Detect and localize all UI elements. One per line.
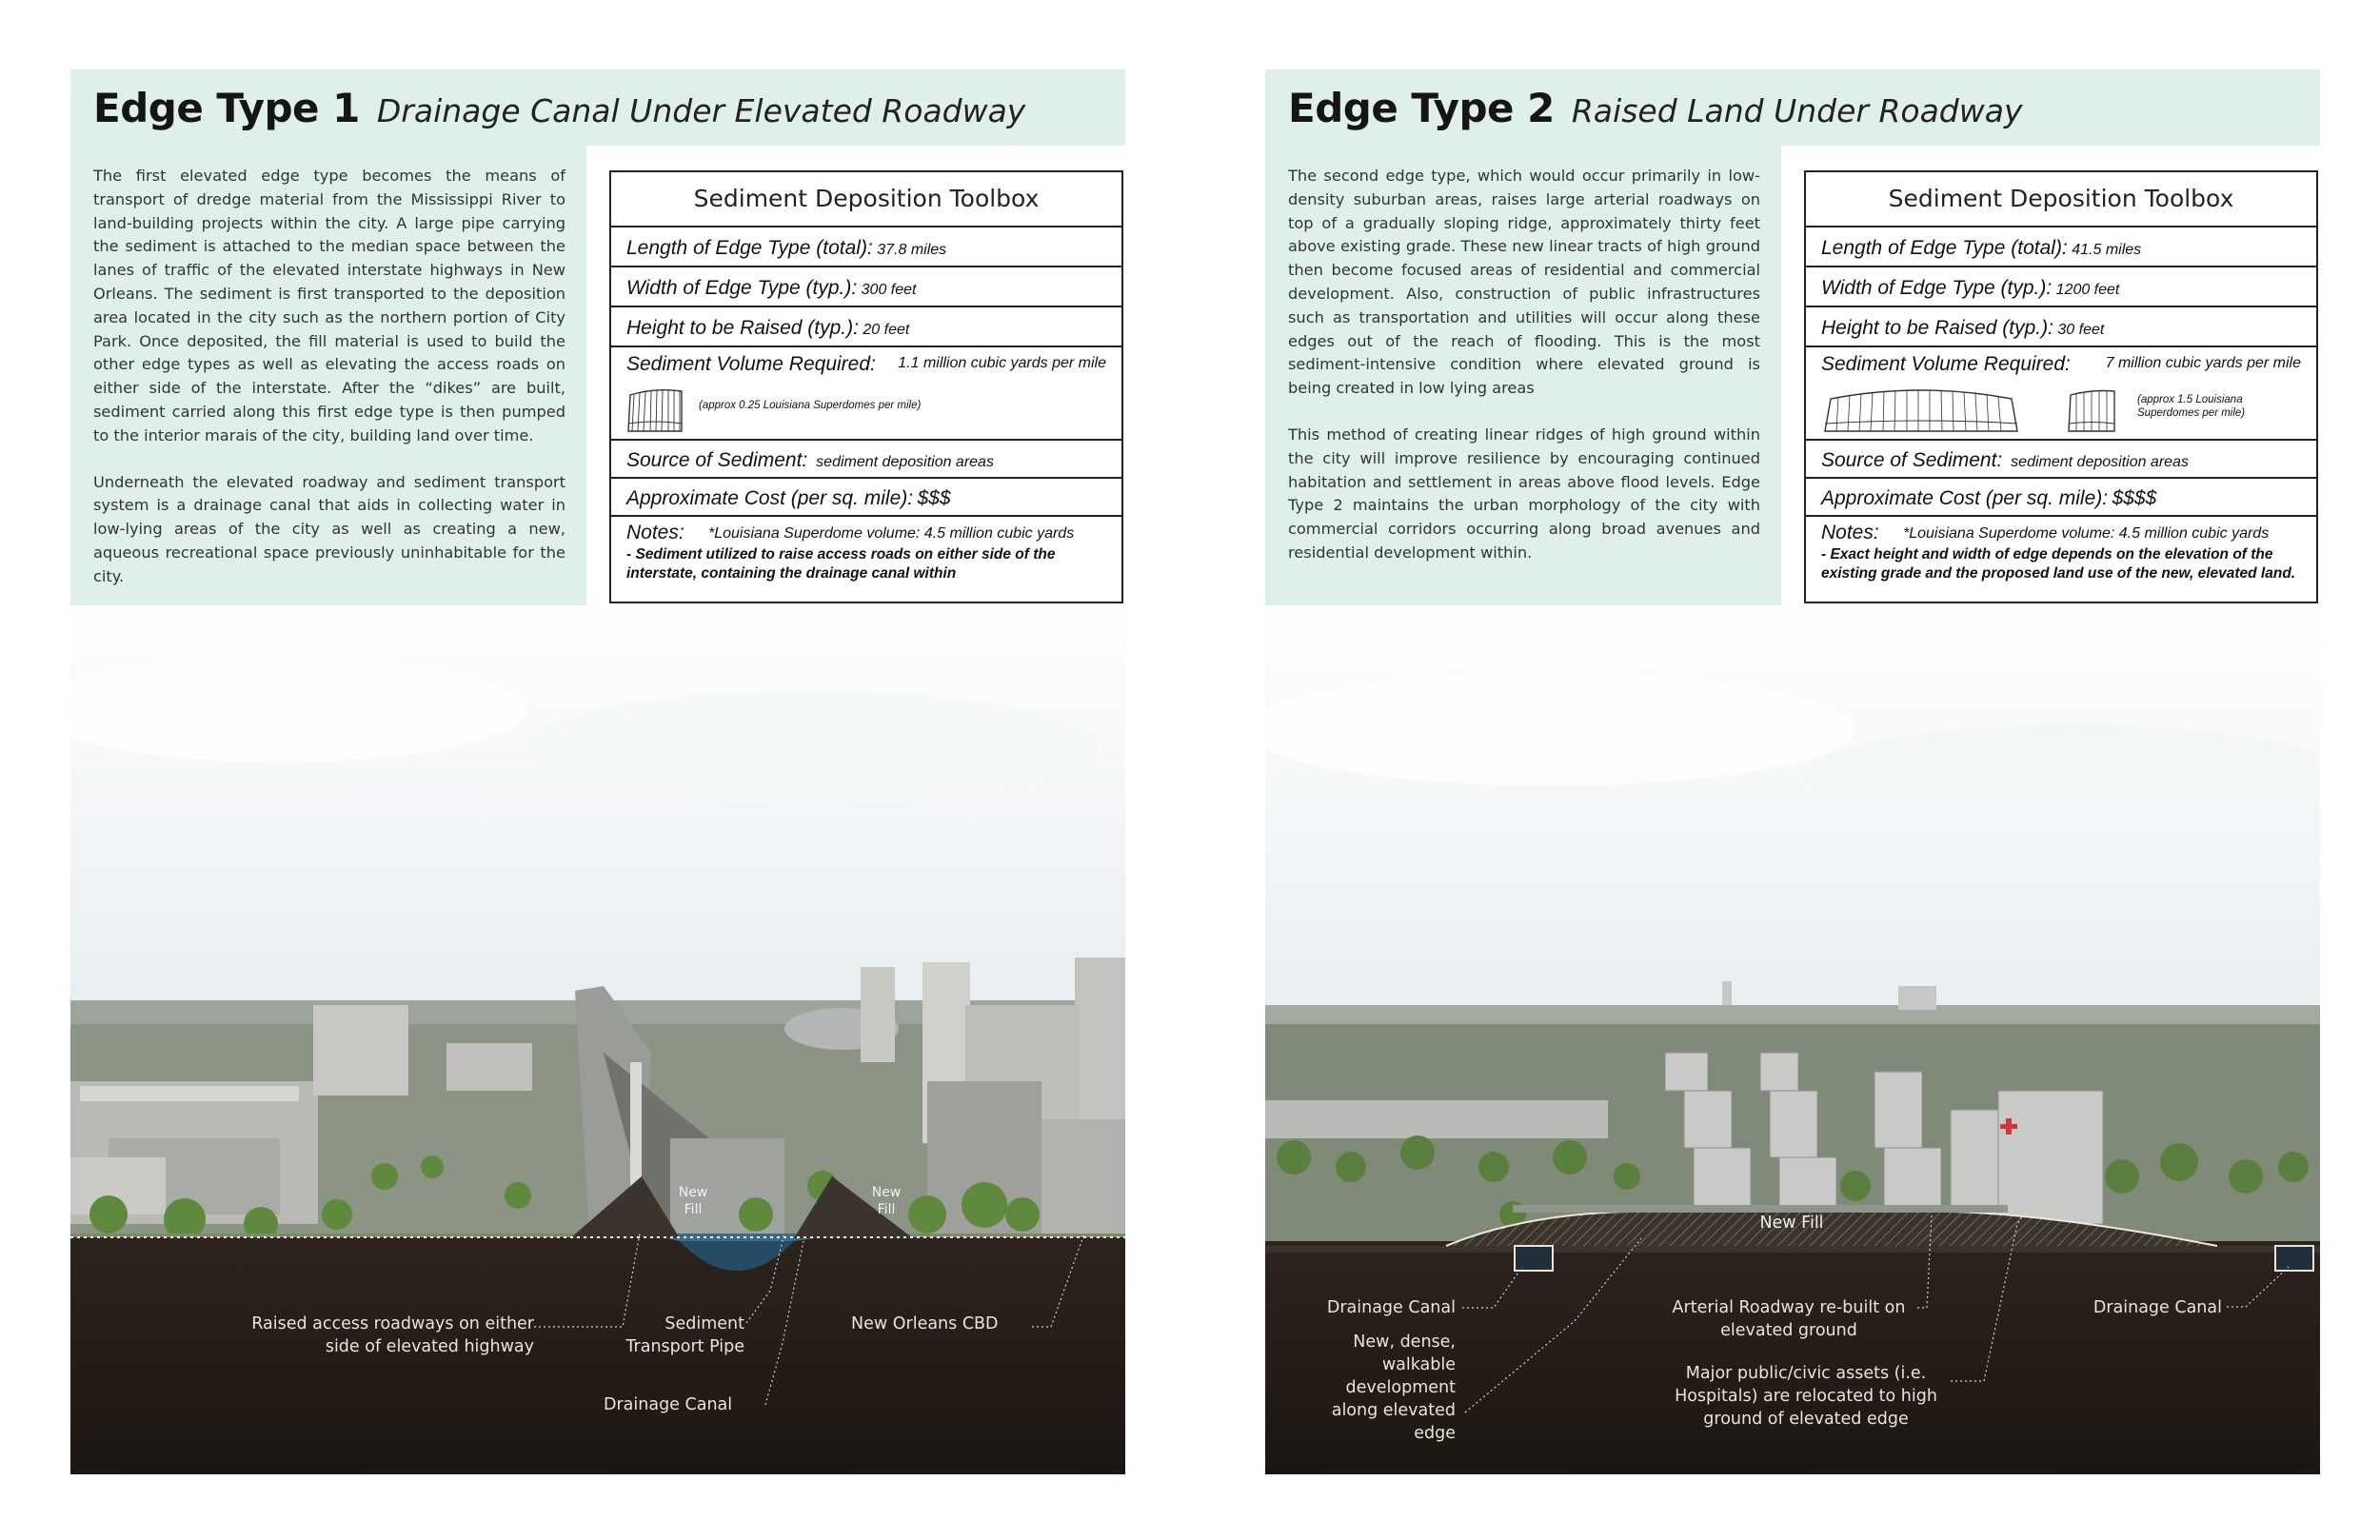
development-caption: New, dense, walkable development along elevated edge (1331, 1333, 1456, 1443)
new-fill-left-label: New Fill (678, 1185, 708, 1217)
panel-title (1288, 85, 2023, 131)
volume-note: (approx 1.5 Louisiana Superdomes per mile) (2137, 394, 2246, 419)
drainage-canal-left-caption: Drainage Canal (1326, 1298, 1456, 1317)
edge-type-2-panel (1265, 69, 2320, 1475)
edge-type-1-section-rendering (70, 605, 1125, 1474)
description-paragraph-2: This method of creating linear ridges of high ground within the city will improve resilience by encouraging continued habitation and settlement in areas above flood levels. Edge Type 2 maintains the urban morphology of the city with commercial corridors occurring along broad avenues and residential development within. (1288, 424, 1760, 562)
superdome-icons (1821, 385, 2116, 435)
sediment-toolbox (1804, 170, 2318, 603)
notes-label: Notes: (626, 522, 684, 543)
toolbox-height-row (1806, 307, 2316, 347)
toolbox-length-row (1806, 227, 2316, 267)
toolbox-title: Sediment Deposition Toolbox (1806, 172, 2316, 227)
description-box (70, 146, 586, 605)
arterial-roadway-caption: Arterial Roadway re-built on elevated ground (1672, 1298, 1906, 1340)
panel-title (93, 85, 1025, 131)
source-value: sediment deposition areas (816, 454, 994, 470)
toolbox-height-row (611, 307, 1121, 347)
description-box (1265, 146, 1781, 605)
volume-note: (approx 0.25 Louisiana Superdomes per mile) (699, 400, 922, 411)
toolbox-length-row (611, 227, 1121, 267)
new-fill-right-label: New Fill (871, 1185, 902, 1217)
toolbox-width-row (611, 267, 1121, 307)
notes-label: Notes: (1821, 522, 1879, 543)
notes-line-1: *Louisiana Superdome volume: 4.5 million cubic yards (1903, 525, 2270, 542)
edge-type-title: Edge Type 2 (1288, 85, 1555, 131)
length-label: Length of Edge Type (total): (1821, 237, 2068, 259)
height-label: Height to be Raised (typ.): (626, 317, 859, 339)
toolbox-notes-row (1806, 517, 2316, 590)
edge-type-1-panel (70, 69, 1125, 1475)
description-paragraph-2: Underneath the elevated roadway and sediment transport system is a drainage canal that aids in collecting water in low-lying areas of the city as well as creating a new, aqueous recreational space previously uninhabitable for the city. (93, 472, 565, 585)
cbd-caption: New Orleans CBD (851, 1314, 999, 1333)
volume-value: 1.1 million cubic yards per mile (898, 355, 1106, 371)
toolbox-notes-row (611, 517, 1121, 590)
width-label: Width of Edge Type (typ.): (1821, 277, 2053, 299)
cost-label: Approximate Cost (per sq. mile): (1821, 487, 2109, 509)
notes-line-2: - Sediment utilized to raise access roads on either side of the interstate, containing the drainage canal within (626, 546, 1056, 582)
height-label: Height to be Raised (typ.): (1821, 317, 2053, 339)
toolbox-volume-row (1806, 347, 2316, 441)
volume-label: Sediment Volume Required: (1821, 353, 2071, 375)
notes-line-2: - Exact height and width of edge depends on the elevation of the existing grade and the proposed land use of the new, elevated land. (1821, 546, 2296, 582)
toolbox-width-row (1806, 267, 2316, 307)
source-label: Source of Sediment: (626, 449, 808, 471)
width-value: 1200 feet (2055, 282, 2120, 298)
toolbox-cost-row (611, 479, 1121, 517)
edge-type-title: Edge Type 1 (93, 85, 360, 131)
length-value: 37.8 miles (877, 242, 947, 258)
height-value: 20 feet (863, 322, 910, 338)
toolbox-title: Sediment Deposition Toolbox (611, 172, 1121, 227)
width-value: 300 feet (861, 282, 917, 298)
civic-assets-caption: Major public/civic assets (i.e. Hospitals) are relocated to high ground of elevated edge (1675, 1364, 1937, 1429)
length-label: Length of Edge Type (total): (626, 237, 873, 259)
sediment-toolbox (609, 170, 1123, 603)
drainage-canal-caption: Drainage Canal (604, 1395, 733, 1414)
source-value: sediment deposition areas (2011, 454, 2189, 470)
height-value: 30 feet (2057, 322, 2105, 338)
panel-header (1265, 69, 2320, 146)
volume-value: 7 million cubic yards per mile (2105, 355, 2301, 371)
description-paragraph-1: The first elevated edge type becomes the means of transport of dredge material from the Mississippi River to land-building projects within the city. A large pipe carrying the sediment is attached to the median space between the lanes of traffic of the elevated interstate highways in New Orleans. The sediment is first transported to the deposition area located in the city such as the northern portion of City Park. Once deposited, the fill material is used to build the other edge types as well as elevating the access roads on either side of the interstate. After the “dikes” are built, sediment carried along this first edge type is then pumped to the interior marais of the city, building land over time. (93, 167, 565, 444)
edge-type-subtitle: Raised Land Under Roadway (1571, 92, 2023, 129)
toolbox-source-row (611, 441, 1121, 479)
drainage-canal-right-caption: Drainage Canal (2092, 1298, 2222, 1317)
length-value: 41.5 miles (2072, 242, 2142, 258)
partial-superdome-icon (626, 385, 684, 435)
description-paragraph-1: The second edge type, which would occur primarily in low-density suburban areas, raises large arterial roadways on top of a gradually sloping ridge, approximately thirty feet above existing grade. These new linear tracts of high ground then become focused areas of residential and commercial development. Also, construction of public infrastructures such as transportation and utilities will occur along these edges out of the reach of flooding. This is the most sediment-intensive condition where elevated ground is being created in low lying areas (1288, 167, 1760, 398)
transport-pipe-caption: Sediment Transport Pipe (625, 1314, 744, 1356)
panel-header (70, 69, 1125, 146)
volume-label: Sediment Volume Required: (626, 353, 876, 375)
cost-value: $$$$ (2112, 487, 2157, 509)
notes-line-1: *Louisiana Superdome volume: 4.5 million cubic yards (708, 525, 1075, 542)
toolbox-volume-row (611, 347, 1121, 441)
toolbox-cost-row (1806, 479, 2316, 517)
source-label: Source of Sediment: (1821, 449, 2003, 471)
new-fill-label: New Fill (1759, 1214, 1824, 1233)
edge-type-2-section-rendering (1265, 605, 2320, 1474)
raised-roadways-caption: Raised access roadways on either side of elevated highway (251, 1314, 534, 1356)
cost-label: Approximate Cost (per sq. mile): (626, 487, 914, 509)
edge-type-subtitle: Drainage Canal Under Elevated Roadway (376, 92, 1026, 129)
width-label: Width of Edge Type (typ.): (626, 277, 858, 299)
cost-value: $$$ (917, 487, 951, 509)
toolbox-source-row (1806, 441, 2316, 479)
